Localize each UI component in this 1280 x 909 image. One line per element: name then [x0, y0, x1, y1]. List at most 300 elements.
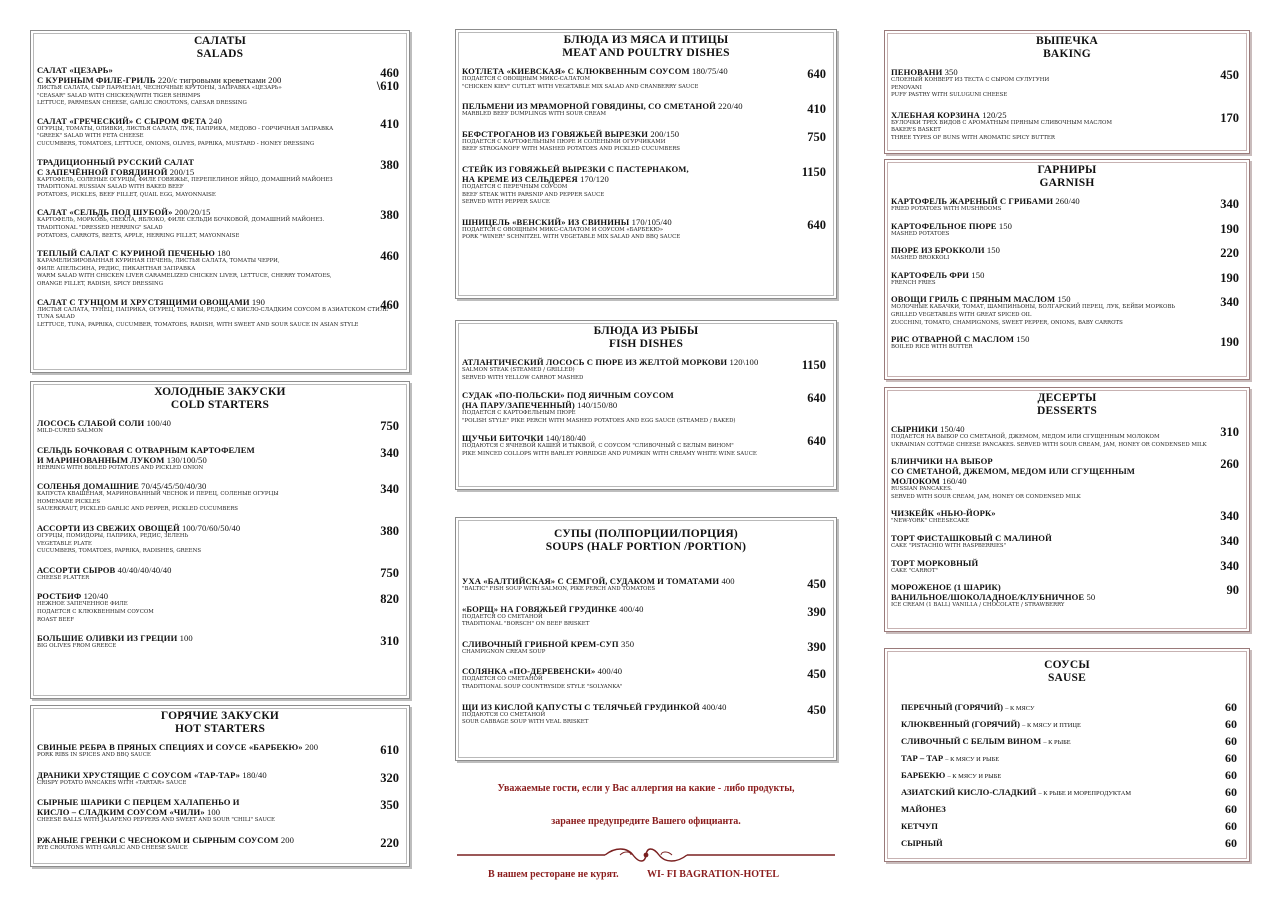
item-name-text: ПЮРЕ ИЗ БРОККОЛИ	[891, 245, 985, 256]
item-weight: 140/180/40	[545, 433, 586, 444]
item-name-line2	[37, 455, 341, 465]
item-description: ПОДАЮТСЯ С ЯЧНЕВОЙ КАШЕЙ И ТЫКВОЙ, С СОУСОМ "СЛИВОЧНЫЙ С БЕЛЫМ ВИНОМ"	[462, 443, 734, 450]
item-weight: 260/40	[1055, 196, 1080, 206]
item-name-line2	[891, 466, 1181, 486]
item-description: "GREEK" SALAD WITH FETA CHEESE	[37, 133, 144, 140]
sauce-item	[891, 835, 1243, 852]
price-value: 390	[807, 604, 826, 619]
item-weight: 400/40	[597, 666, 623, 677]
item-description: ПОДАЕТСЯ С КЛЮКВЕННЫМ СОУСОМ	[37, 608, 154, 615]
item-weight: 200/15	[169, 166, 195, 177]
item-price	[380, 593, 399, 606]
menu-item	[462, 666, 830, 691]
price-value: 340	[1220, 509, 1239, 524]
item-description: КАРТОФЕЛЬ, СОЛЕНЫЕ ОГУРЦЫ, ФИЛЕ ГОВЯЖЬЕ, ПЕРЕПЕЛИНОЕ ЯЙЦО, ДОМАШНИЙ МАЙОНЕЗ	[37, 176, 333, 183]
item-weight: 170/105/40	[631, 216, 672, 227]
item-name	[891, 558, 1181, 568]
item-description: ZUCCHINI, TOMATO, CHAMPIGNONS, SWEET PEPPER, ONIONS, BABY CARROTS	[891, 319, 1123, 326]
price-value: 340	[1220, 295, 1239, 310]
item-description: ROAST BEEF	[37, 616, 74, 623]
item-description: ПОДАЮТСЯ СО СМЕТАНОЙ	[462, 711, 546, 718]
sauce-name-text: СЫРНЫЙ	[901, 838, 943, 848]
section-title: БЛЮДА ИЗ МЯСА И ПТИЦЫ MEAT AND POULTRY DISHES	[562, 34, 730, 59]
item-name	[37, 248, 341, 258]
sauce-price: 60	[1225, 734, 1237, 748]
sauce-name	[901, 699, 1203, 717]
item-description: "CEASAR" SALAD WITH CHICKEN/WITH TIGER SHRIMPS	[37, 92, 201, 99]
menu-item	[37, 207, 403, 240]
menu-item	[462, 604, 830, 629]
item-description: UKRAINIAN COTTAGE CHEESE PANCAKES. SERVED WITH SOUR CREAM, JAM, HONEY OR CONDENSED MILK	[891, 441, 1207, 448]
item-weight: 400	[721, 576, 735, 586]
item-price	[380, 744, 399, 757]
item-description: ФИЛЕ АПЕЛЬСИНА, РЕДИС, ПИКАНТНАЯ ЗАПРАВКА	[37, 265, 196, 272]
price-value: 310	[380, 634, 399, 649]
price-value: 1150	[801, 358, 826, 372]
price-value: 350	[380, 798, 399, 813]
item-price	[807, 219, 826, 232]
section-title: САЛАТЫ SALADS	[193, 35, 247, 60]
menu-item	[37, 297, 403, 330]
item-price	[802, 166, 826, 179]
item-description: СЛОЕНЫЙ КОНВЕРТ ИЗ ТЕСТА С СЫРОМ СУЛУГУНИ	[891, 77, 1050, 83]
item-name-text: СЫРНИКИ	[891, 424, 938, 434]
item-name	[37, 445, 341, 455]
item-name-text: «БОРЩ» НА ГОВЯЖЬЕЙ ГРУДИНКЕ	[462, 603, 617, 614]
item-name	[37, 835, 341, 845]
price-value: 450	[807, 667, 826, 682]
item-price	[807, 606, 826, 619]
item-name	[462, 576, 768, 586]
menu-item	[462, 164, 830, 207]
price-value: 310	[1220, 425, 1239, 439]
item-name-line2	[462, 400, 768, 410]
item-description: ПОДАЕТСЯ НА ВЫБОР СО СМЕТАНОЙ, ДЖЕМОМ, МЕДОМ ИЛИ СГУЩЕННЫМ МОЛОКОМ	[891, 434, 1160, 440]
item-description: MILD-CURED SALMON	[37, 428, 103, 434]
item-weight: 100/40	[146, 418, 172, 428]
item-name	[891, 334, 1181, 344]
item-name	[37, 418, 341, 428]
price-value: 640	[807, 391, 826, 406]
item-description: PORK "WINER" SCHNITZEL WITH VEGETABLE MIX SALAD AND BBQ SAUCE	[462, 234, 681, 241]
item-description: КАРАМЕЛИЗИРОВАННАЯ КУРИНАЯ ПЕЧЕНЬ, ЛИСТЬЯ САЛАТА, ТОМАТЫ ЧЕРРИ,	[37, 258, 280, 265]
sauce-name-text: КЛЮКВЕННЫЙ (ГОРЯЧИЙ)	[901, 719, 1021, 729]
item-description: SERVED WITH PEPPER SAUCE	[462, 199, 550, 206]
item-description: ПОДАЕТСЯ СО СМЕТАНОЙ	[462, 676, 543, 683]
item-price	[1220, 223, 1239, 236]
price-value: 640	[807, 434, 826, 449]
item-weight: 130/100/50	[166, 454, 207, 465]
item-name-line2	[37, 75, 341, 85]
item-name	[37, 797, 341, 807]
item-description: ПОДАЕТСЯ С ОВОЩНЫМ МИКС-САЛАТОМ	[462, 76, 590, 82]
item-description: SERVED WITH YELLOW CARROT MASHED	[462, 374, 584, 381]
menu-item	[891, 456, 1243, 501]
item-description: ПОДАЕТСЯ С ПЕРЕЧНЫМ СОУСОМ	[462, 183, 568, 190]
item-description: ОГУРЦЫ, ТОМАТЫ, ОЛИВКИ, ЛИСТЬЯ САЛАТА, ЛУК, ПАПРИКА, МЕДОВО - ГОРЧИЧНАЯ ЗАПРАВКА	[37, 125, 334, 132]
item-name-text: ПЕЛЬМЕНИ ИЗ МРАМОРНОЙ ГОВЯДИНЫ, СО СМЕТАНОЙ	[462, 101, 716, 112]
item-name-text: КАРТОФЕЛЬ ФРИ	[891, 269, 970, 280]
item-description: SAUERKRAUT, PICKLED GARLIC AND PEPPER, PICKLED CUCUMBERS	[37, 506, 238, 513]
menu-item	[37, 565, 403, 583]
item-name-text: ЩИ ИЗ КИСЛОЙ КАПУСТЫ С ТЕЛЯЧЬЕЙ ГРУДИНКОЙ	[462, 701, 700, 712]
item-description: LETTUCE, PARMESAN CHEESE, GARLIC CROUTONS, CAESAR DRESSING	[37, 100, 247, 107]
item-name	[37, 116, 341, 126]
item-description: BEEF STROGANOFF WITH MASHED POTATOES AND PICKLED CUCUMBERS	[462, 146, 680, 153]
menu-item	[891, 245, 1243, 263]
item-weight: 100/70/60/50/40	[181, 522, 241, 533]
price-value: 260	[1220, 457, 1239, 472]
item-description: TRADITIONAL "BORSCH" ON BEEF BRISKET	[462, 621, 590, 628]
price-value: 340	[380, 482, 399, 497]
item-price	[1220, 69, 1239, 82]
ornament-divider	[455, 845, 837, 865]
item-name-text: КАРТОФЕЛЬНОЕ ПЮРЕ	[891, 220, 997, 231]
item-price	[1227, 584, 1240, 597]
item-name-text: ПЕНОВАНИ	[891, 67, 943, 77]
item-name	[37, 770, 341, 780]
item-name	[891, 424, 1181, 434]
allergy-notice-line1: Уважаемые гости, если у Вас аллергия на какие - либо продукты,	[497, 783, 795, 794]
item-price	[380, 250, 399, 263]
sauce-price: 60	[1225, 751, 1237, 765]
sauce-name	[901, 801, 1203, 818]
menu-item	[462, 433, 830, 458]
price-value: 610	[380, 743, 399, 757]
item-price	[1220, 336, 1239, 349]
item-weight: 400/40	[702, 701, 727, 712]
item-price	[1220, 296, 1239, 309]
item-description: ПОДАЕТСЯ С ОВОЩНЫМ МИКС-САЛАТОМ И СОУСОМ «БАРБЕКЮ»	[462, 226, 664, 233]
item-price	[807, 392, 826, 405]
item-name	[891, 456, 1181, 466]
menu-item	[462, 390, 830, 425]
item-name-text: АТЛАНТИЧЕСКИЙ ЛОСОСЬ С ПЮРЕ ИЗ ЖЕЛТОЙ МОРКОВИ	[462, 357, 728, 367]
sauce-item	[891, 733, 1243, 750]
item-name-text: ХЛЕБНАЯ КОРЗИНА	[891, 109, 980, 120]
item-description: GRILLED VEGETABLES WITH GREAT SPICED OIL	[891, 311, 1032, 318]
item-name	[891, 245, 1181, 255]
item-name	[462, 433, 768, 443]
menu-item	[37, 157, 403, 200]
price-value: 320	[380, 770, 399, 785]
item-price	[807, 578, 826, 591]
sauce-name-text: КЕТЧУП	[901, 821, 938, 831]
item-weight: 180/40	[242, 769, 267, 780]
sauce-item	[891, 801, 1243, 818]
price-value: 450	[807, 702, 826, 717]
menu-item	[37, 65, 403, 108]
item-description: TUNA SALAD	[37, 314, 75, 321]
menu-item	[462, 217, 830, 242]
price-value: 390	[807, 639, 826, 654]
no-smoking-note: В нашем ресторане не курят.	[488, 869, 619, 880]
item-description: BIG OLIVES FROM GREECE	[37, 643, 117, 650]
sauce-name	[901, 767, 1203, 785]
item-price	[380, 118, 399, 131]
item-price	[1220, 560, 1239, 573]
sauce-name	[901, 818, 1203, 835]
item-description: WARM SALAD WITH CHICKEN LIVER CARAMELIZED CHICKEN LIVER, LETTUCE, CHERRY TOMATOES,	[37, 273, 332, 280]
item-weight: 140/150/80	[577, 400, 618, 411]
item-weight: 100	[206, 807, 221, 818]
item-price	[1220, 112, 1239, 125]
item-description: SALMON STEAK (STEAMED / GRILLED)	[462, 367, 575, 373]
sauce-note: – К РЫБЕ	[1043, 739, 1071, 746]
item-name-text: СВИНЫЕ РЕБРА В ПРЯНЫХ СПЕЦИЯХ И СОУСЕ «БАРБЕКЮ»	[37, 742, 303, 752]
item-name	[891, 533, 1181, 543]
price-value: 340	[1220, 558, 1239, 573]
menu-item	[462, 66, 830, 91]
menu-item	[891, 533, 1243, 551]
item-price	[1220, 198, 1239, 211]
item-name	[37, 207, 341, 217]
item-name-text: РЖАНЫЕ ГРЕНКИ С ЧЕСНОКОМ И СЫРНЫМ СОУСОМ	[37, 834, 279, 845]
item-weight: 150/40	[940, 424, 965, 434]
item-description: POTATOES, PICKLES, BEEF FILLET, QUAIL EGG, MAYONNAISE	[37, 191, 216, 198]
item-name	[37, 565, 341, 575]
menu-item	[891, 196, 1243, 214]
item-name	[37, 523, 341, 533]
item-name	[891, 221, 1181, 231]
item-description: HOMEMADE PICKLES	[37, 498, 101, 505]
item-name	[462, 357, 768, 367]
item-name	[462, 604, 768, 614]
item-name-text: КАРТОФЕЛЬ ЖАРЕНЫЙ С ГРИБАМИ	[891, 196, 1054, 206]
item-name-line2	[37, 167, 341, 177]
menu-item	[891, 270, 1243, 288]
price-value: 750	[380, 565, 399, 580]
menu-item	[37, 742, 403, 760]
menu-item	[37, 835, 403, 853]
menu-item	[891, 558, 1243, 576]
item-name	[462, 66, 768, 76]
item-price	[380, 209, 399, 222]
item-description: PENOVANI	[891, 84, 922, 91]
sauce-item	[891, 750, 1243, 767]
item-name	[462, 702, 768, 712]
item-description: SOUR CABBAGE SOUP WITH VEAL BRISKET	[462, 719, 589, 726]
item-description: КАПУСТА КВАШЕНАЯ, МАРИНОВАННЫЙ ЧЕСНОК И ПЕРЕЦ, СОЛЕНЫЕ ОГУРЦЫ	[37, 491, 279, 498]
item-name-line2	[462, 174, 768, 184]
menu-item	[37, 770, 403, 788]
sauce-name-text: ТАР – ТАР	[901, 753, 944, 763]
item-name	[462, 164, 768, 174]
price-value: 170	[1220, 110, 1239, 125]
menu-item	[37, 116, 403, 149]
item-weight: 100	[179, 633, 193, 644]
price-value: 380	[380, 157, 399, 172]
fish-section	[455, 320, 837, 490]
item-price	[1220, 510, 1239, 523]
item-weight: 150	[1016, 334, 1030, 345]
section-title: ГАРНИРЫ GARNISH	[1037, 164, 1097, 189]
item-price	[380, 837, 399, 850]
sauce-price: 60	[1225, 768, 1237, 782]
item-name	[37, 297, 341, 307]
item-weight: 350	[944, 67, 958, 77]
allergy-notice-line2: заранее предупредите Вашего официанта.	[551, 816, 741, 827]
item-price	[380, 483, 399, 496]
sauce-note: – К РЫБЕ И МОРЕПРОДУКТАМ	[1038, 790, 1132, 797]
item-description: "NEW-YORK" CHEESECAKE	[891, 518, 970, 525]
menu-item	[891, 424, 1243, 449]
item-weight: 220/40	[718, 101, 743, 112]
item-name-text: КИСЛО – СЛАДКИМ СОУСОМ «ЧИЛИ»	[37, 807, 205, 818]
price-value: 750	[807, 129, 826, 144]
item-description: PUFF PASTRY WITH SULUGUNI CHEESE	[891, 92, 1008, 99]
item-price	[1220, 458, 1239, 471]
section-title: СУПЫ (ПОЛПОРЦИИ/ПОРЦИЯ) SOUPS (HALF PORTION /PORTION)	[545, 528, 747, 553]
item-description: CHAMPIGNON CREAM SOUP	[462, 648, 546, 655]
price-value: 220	[1220, 246, 1239, 261]
item-weight: 350	[620, 638, 635, 649]
item-description: "POLISH STYLE" PIKE PERCH WITH MASHED POTATOES AND EGG SAUCE (STEAMED / BAKED)	[462, 417, 736, 424]
sauces-section	[884, 648, 1250, 862]
menu-item	[891, 294, 1243, 327]
item-description: CAKE "PISTACHIO WITH RASPBERRIES"	[891, 542, 1007, 549]
item-description: ORANGE FILLET, RADISH, SPICY DRESSING	[37, 280, 164, 287]
item-description: CRISPY POTATO PANCAKES WITH «TARTAR» SAUCE	[37, 779, 187, 786]
salads-section	[30, 30, 410, 373]
item-name-text: ДРАНИКИ ХРУСТЯЩИЕ С СОУСОМ «ТАР-ТАР»	[37, 769, 241, 780]
sauce-note: – К МЯСУ И ПТИЦЕ	[1022, 722, 1081, 729]
sauce-item	[891, 818, 1243, 835]
item-name-text: СО СМЕТАНОЙ, ДЖЕМОМ, МЕДОМ ИЛИ СГУЩЕННЫМ МОЛОКОМ	[891, 466, 1135, 487]
item-description: THREE TYPES OF BUNS WITH AROMATIC SPICY BUTTER	[891, 134, 1055, 141]
sauce-item	[891, 784, 1243, 801]
menu-item	[37, 481, 403, 514]
item-name	[891, 196, 1181, 206]
item-description: НЕЖНОЕ ЗАПЕЧЕННОЕ ФИЛЕ	[37, 601, 128, 608]
item-name-text: ВАНИЛЬНОЕ/ШОКОЛАДНОЕ/КЛУБНИЧНОЕ	[891, 592, 1085, 603]
sauce-name	[901, 733, 1203, 751]
item-price	[380, 299, 399, 312]
desserts-section	[884, 387, 1250, 632]
item-name-text: ЛОСОСЬ СЛАБОЙ СОЛИ	[37, 418, 145, 428]
item-name-text: САЛАТ С ТУНЦОМ И ХРУСТЯЩИМИ ОВОЩАМИ	[37, 296, 250, 307]
price-value: 190	[1220, 221, 1239, 236]
menu-item	[37, 523, 403, 556]
price-value: 460	[380, 249, 399, 264]
item-name	[37, 481, 341, 491]
menu-item	[462, 639, 830, 657]
item-name-text: СОЛЯНКА «ПО-ДЕРЕВЕНСКИ»	[462, 666, 596, 677]
price-value: 640	[807, 67, 826, 81]
item-price	[807, 668, 826, 681]
item-price	[380, 567, 399, 580]
item-price	[1220, 272, 1239, 285]
item-description: ICE CREAM (1 BALL) VANILLA / CHOCOLATE / STRAWBERRY	[891, 602, 1065, 609]
item-weight: 400/40	[619, 603, 644, 614]
item-name	[462, 101, 768, 111]
item-description: CHEESE BALLS WITH JALAPENO PEPPERS AND SWEET AND SOUR "CHILI" SAUCE	[37, 817, 275, 824]
item-price	[807, 103, 826, 116]
sauce-item	[891, 699, 1243, 716]
item-weight: 200/20/15	[174, 207, 211, 218]
item-name-text: ТЕПЛЫЙ САЛАТ С КУРИНОЙ ПЕЧЕНЬЮ	[37, 248, 215, 259]
item-weight: 150	[1057, 294, 1071, 305]
item-name-text: С КУРИНЫМ ФИЛЕ-ГРИЛЬ	[37, 75, 156, 85]
price-value: 450	[1220, 68, 1239, 82]
price-value: 190	[1220, 335, 1239, 350]
sauce-price: 60	[1225, 717, 1237, 731]
item-name-text: И МАРИНОВАННЫМ ЛУКОМ	[37, 454, 165, 465]
item-weight: 150	[998, 220, 1013, 231]
hot-starters-section	[30, 705, 410, 867]
price-value: 750	[380, 419, 399, 433]
menu-item	[37, 418, 403, 436]
sauce-name-text: СЛИВОЧНЫЙ С БЕЛЫМ ВИНОМ	[901, 736, 1042, 746]
wifi-note: WI- FI BAGRATION-HOTEL	[647, 869, 780, 880]
sauce-note: – К МЯСУ И РЫБЕ	[945, 756, 1000, 763]
sauce-name-text: ПЕРЕЧНЫЙ (ГОРЯЧИЙ)	[901, 702, 1004, 712]
item-weight: 150	[971, 269, 985, 280]
item-description: FRENCH FRIES	[891, 279, 936, 286]
item-price	[802, 359, 826, 372]
meat-poultry-section	[455, 29, 837, 299]
item-name-text: САЛАТ «СЕЛЬДЬ ПОД ШУБОЙ»	[37, 207, 173, 218]
item-name-line2	[891, 592, 1181, 602]
item-description: MASHED POTATOES	[891, 230, 950, 237]
price-value: 1150	[801, 164, 826, 179]
item-description: ОГУРЦЫ, ПОМИДОРЫ, ПАПРИКА, РЕДИС, ЗЕЛЕНЬ	[37, 532, 189, 539]
menu-item	[462, 576, 830, 594]
price-value: 340	[380, 445, 399, 460]
item-weight: 190	[251, 296, 266, 307]
item-weight: 200/150	[650, 128, 680, 139]
item-name-text: СУДАК «ПО-ПОЛЬСКИ» ПОД ЯИЧНЫМ СОУСОМ	[462, 390, 674, 401]
item-name	[891, 294, 1181, 304]
item-description: BOILED RICE WITH BUTTER	[891, 344, 973, 351]
item-description: BAKER'S BASKET	[891, 127, 941, 134]
menu-item	[891, 334, 1243, 352]
item-name-text: С ЗАПЕЧЁННОЙ ГОВЯДИНОЙ	[37, 166, 168, 177]
menu-item	[462, 101, 830, 119]
section-title: СОУСЫ SAUSE	[1044, 659, 1090, 684]
item-price	[807, 68, 826, 81]
item-weight: 180/75/40	[691, 66, 728, 76]
price-value: 190	[1220, 270, 1239, 285]
menu-item	[891, 582, 1243, 610]
sauce-price: 60	[1225, 785, 1237, 799]
item-name-text: ЩУЧЬИ БИТОЧКИ	[462, 433, 544, 444]
item-weight: 170/120	[580, 173, 609, 184]
price-value: 460	[380, 297, 399, 312]
item-price	[807, 641, 826, 654]
item-price	[807, 131, 826, 144]
sauce-price: 60	[1225, 802, 1237, 816]
item-name-line2	[37, 807, 341, 817]
item-price	[380, 799, 399, 812]
item-name	[462, 129, 768, 139]
item-name	[462, 217, 768, 227]
section-title: ГОРЯЧИЕ ЗАКУСКИ HOT STARTERS	[160, 710, 280, 735]
item-weight: 200	[304, 742, 319, 752]
sauce-item	[891, 716, 1243, 733]
menu-item	[462, 702, 830, 727]
item-description: ПОДАЕТСЯ С КАРТОФЕЛЬНЫМ ПЮРЕ И СОЛЕНЫМИ ОГУРЧИКАМИ	[462, 138, 666, 145]
item-description: "CHICKEN KIEV" CUTLET WITH VEGETABLE MIX SALAD AND CRANBERRY SAUCE	[462, 83, 699, 90]
item-name	[462, 666, 768, 676]
item-description: PIKE MINCED COLLOPS WITH BARLEY PORRIDGE AND PUMPKIN WITH CREAMY WHITE WINE SAUCE	[462, 450, 757, 457]
item-weight: 160/40	[942, 476, 967, 487]
item-name-text: РИС ОТВАРНОЙ С МАСЛОМ	[891, 334, 1015, 345]
item-description: MARBLED BEEF DUMPLINGS WITH SOUR CREAM	[462, 111, 607, 118]
item-name-text: ОВОЩИ ГРИЛЬ С ПРЯНЫМ МАСЛОМ	[891, 294, 1056, 305]
menu-item	[37, 591, 403, 624]
menu-item	[37, 797, 403, 825]
